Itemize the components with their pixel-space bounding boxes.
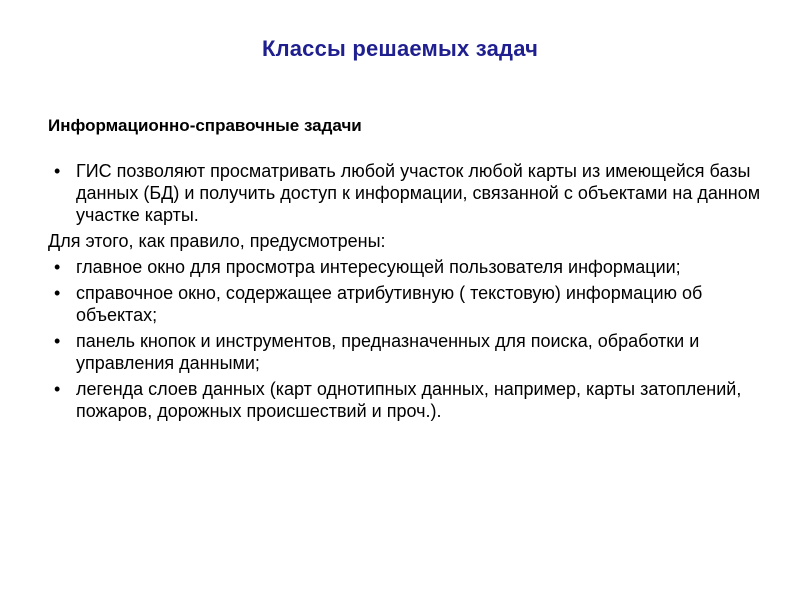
list-item-text: главное окно для просмотра интересующей пользователя информации; <box>76 257 681 277</box>
list-item-text: справочное окно, содержащее атрибутивную ( текстовую) информацию об объектах; <box>76 283 703 325</box>
list-item <box>48 330 768 374</box>
bullet-icon: • <box>54 257 61 277</box>
intro-bullet-item <box>48 160 768 226</box>
list-item <box>48 256 768 278</box>
slide-title: Классы решаемых задач <box>261 36 539 61</box>
list-item-text: панель кнопок и инструментов, предназначенных для поиска, обработки и управления данными; <box>76 331 700 373</box>
bullet-icon: • <box>54 331 61 351</box>
list-item-text: легенда слоев данных (карт однотипных данных, например, карты затоплений, пожаров, дорожных происшествий и проч.). <box>76 379 742 421</box>
bullet-icon: • <box>54 283 61 303</box>
intro-plain-line: Для этого, как правило, предусмотрены: <box>48 231 386 251</box>
bullet-icon: • <box>54 161 61 181</box>
section-heading: Информационно-справочные задачи <box>48 116 362 135</box>
slide-content <box>48 160 768 426</box>
intro-bullet-text: ГИС позволяют просматривать любой участок любой карты из имеющейся базы данных (БД) и получить доступ к информации, связанной с объектами на данном участке карты. <box>76 161 761 225</box>
list-item <box>48 378 768 422</box>
bullet-icon: • <box>54 379 61 399</box>
list-item <box>48 282 768 326</box>
